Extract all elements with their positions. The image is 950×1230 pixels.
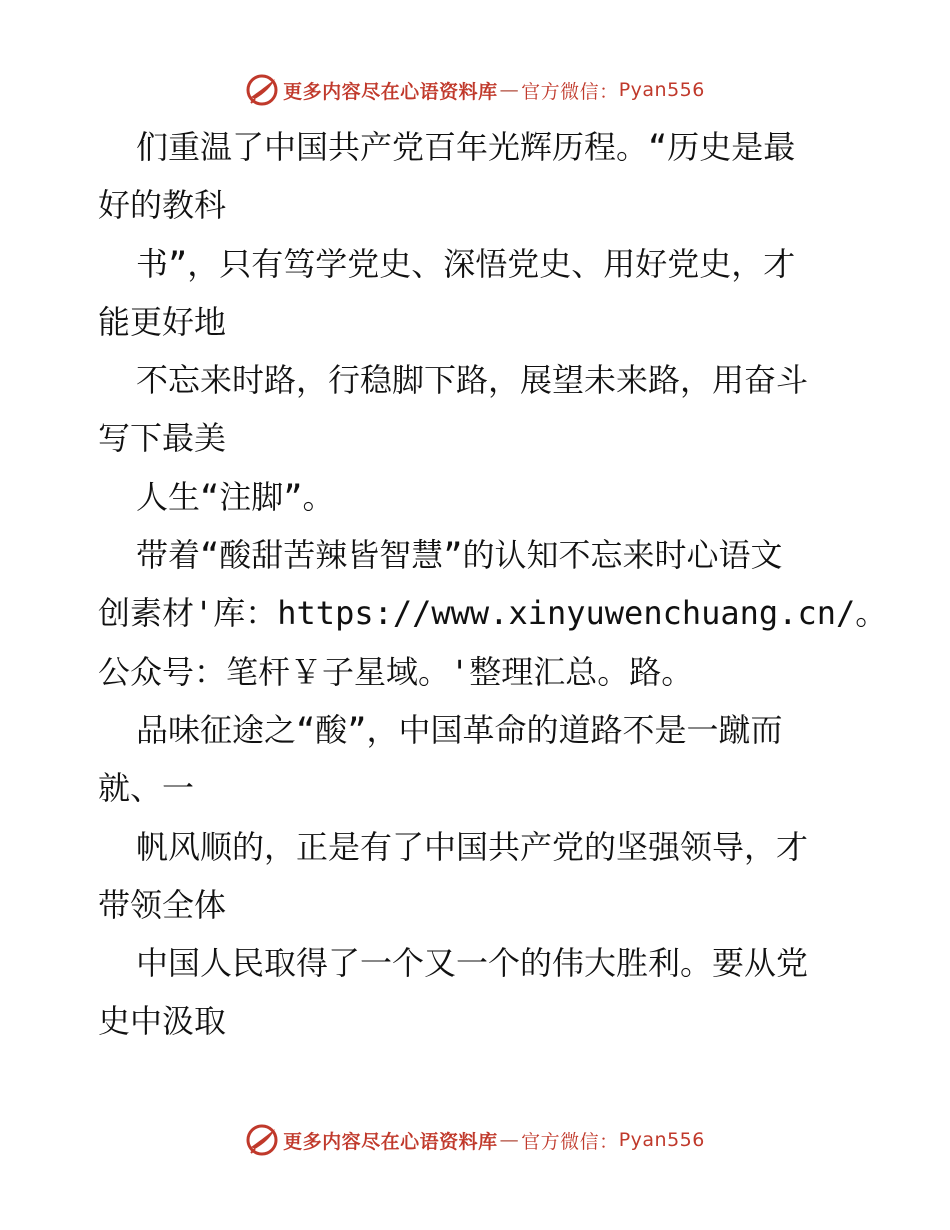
text-line: 创素材'库：https://www.xinyuwenchuang.cn/。 (98, 594, 888, 633)
text-line: 人生“注脚”。 (136, 477, 335, 516)
quill-circle-icon (245, 73, 279, 107)
text-line: 公众号：笔杆￥子星域。'整理汇总。路。 (98, 652, 694, 691)
text-line: 品味征途之“酸”，中国革命的道路不是一蹴而 (136, 710, 783, 749)
footer-wechat-id: Pyan556 (618, 1129, 705, 1151)
header-wechat-label: 官方微信： (521, 80, 619, 103)
text-line: 中国人民取得了一个又一个的伟大胜利。要从党 (136, 944, 809, 983)
text-line: 带着“酸甜苦辣皆智慧”的认知不忘来时心语文 (136, 536, 783, 575)
text-line: 就、一 (98, 769, 195, 808)
header-banner (0, 70, 950, 110)
text-line: 好的教科 (98, 186, 227, 225)
footer-separator: — (499, 1129, 520, 1151)
footer-banner (0, 1120, 950, 1160)
text-line: 不忘来时路，行稳脚下路，展望未来路，用奋斗 (136, 361, 809, 400)
quill-circle-icon (245, 1123, 279, 1157)
text-line: 书”，只有笃学党史、深悟党史、用好党史，才 (136, 244, 796, 283)
text-line: 带领全体 (98, 885, 227, 924)
header-brand: 更多内容尽在心语资料库 (283, 80, 498, 103)
footer-brand: 更多内容尽在心语资料库 (283, 1130, 498, 1153)
document-body (98, 118, 888, 1051)
header-separator: — (499, 79, 520, 101)
text-line: 写下最美 (98, 419, 227, 458)
text-line: 史中汲取 (98, 1002, 227, 1041)
footer-wechat-label: 官方微信： (521, 1130, 619, 1153)
text-line: 们重温了中国共产党百年光辉历程。“历史是最 (136, 128, 796, 166)
text-line: 帆风顺的，正是有了中国共产党的坚强领导，才 (136, 827, 809, 866)
header-wechat-id: Pyan556 (618, 79, 705, 101)
text-line: 能更好地 (98, 302, 227, 341)
